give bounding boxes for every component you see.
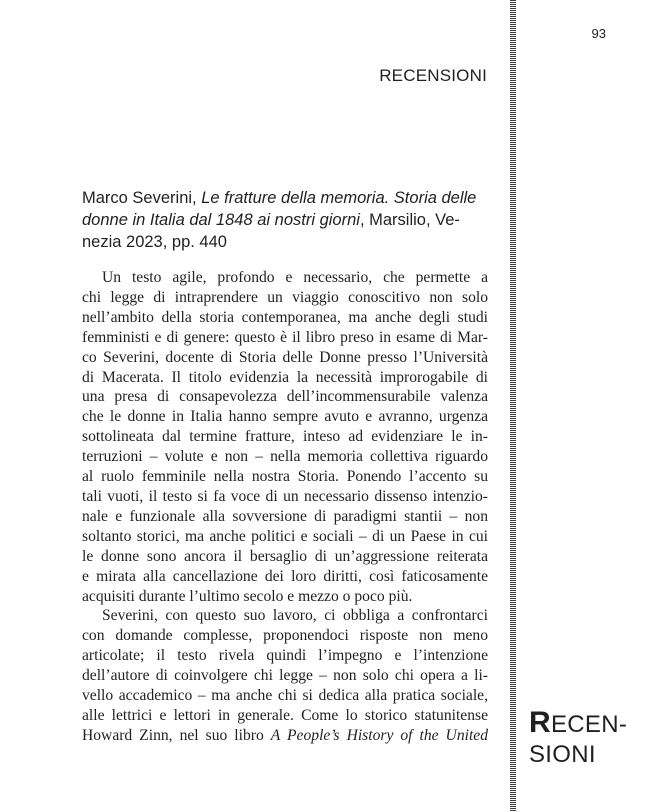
body-line: al ruolo femminile nella nostra Storia. Ponendo l’accento su <box>82 468 488 486</box>
body-line: nale e funzionale alla sovversione di paradigmi stantii – non <box>82 507 488 525</box>
body-line: che le donne in Italia hanno sempre avuto e avranno, urgenza <box>82 408 488 426</box>
body-line: chi legge di intraprendere un viaggio conoscitivo non solo <box>82 288 488 306</box>
body-line: acquisiti durante l’ultimo secolo e mezzo o poco più. <box>82 587 413 605</box>
section-heading: RECENSIONI <box>379 66 487 85</box>
citation-title-part-1: Le fratture della memoria. Storia delle <box>201 189 477 207</box>
side-label-line-1 <box>529 708 627 740</box>
book-title-italic: A People’s History of the United <box>270 726 488 744</box>
body-line: Un testo agile, profondo e necessario, che permette a <box>102 269 488 286</box>
side-label-rest: ECEN- <box>550 711 628 738</box>
body-line-text: Howard Zinn, nel suo libro <box>82 726 271 744</box>
body-line: con domande complesse, proponendoci risposte non meno <box>82 627 488 645</box>
page-number: 93 <box>591 26 606 41</box>
body-line: le donne sono ancora il bersaglio di un’aggressione reiterata <box>82 547 488 565</box>
citation-line-1 <box>82 187 488 209</box>
body-line: nell’ambito della storia contemporanea, ma anche degli studi <box>82 308 488 326</box>
body-line: alle lettrici e lettori in generale. Come lo storico statunitense <box>82 706 488 724</box>
citation-title-part-2: donne in Italia dal 1848 ai nostri giorni <box>82 211 360 229</box>
page-divider <box>510 0 516 812</box>
body-line: terruzioni – volute e non – nella memoria collettiva riguardo <box>82 448 488 466</box>
review-body <box>82 268 488 746</box>
body-line: sottolineata dal termine fratture, inteso ad evidenziare le in- <box>82 428 488 446</box>
citation-line-2 <box>82 209 488 231</box>
side-label-initial: R <box>529 706 551 739</box>
citation-line-3: nezia 2023, pp. 440 <box>82 233 227 251</box>
body-line-last <box>82 726 488 746</box>
body-line: vello accademico – ma anche chi si dedica alla pratica sociale, <box>82 687 488 705</box>
citation-publisher: , Marsilio, Ve- <box>359 211 460 229</box>
body-line: e mirata alla cancellazione dei loro diritti, così faticosamente <box>82 567 488 585</box>
body-line: tali vuoti, il testo si fa voce di un necessario dissenso intenzio- <box>82 487 488 505</box>
book-citation <box>82 187 488 253</box>
side-label-line-2: SIONI <box>529 741 596 768</box>
body-line: femministi e di genere: questo è il libro preso in esame di Mar- <box>82 328 488 346</box>
side-section-label <box>529 708 627 770</box>
body-line: dell’autore di coinvolgere chi legge – non solo chi opera a li- <box>82 667 488 685</box>
body-line: soltanto storici, ma anche politici e sociali – di un Paese in cui <box>82 527 488 545</box>
body-line: di Macerata. Il titolo evidenzia la necessità improrogabile di <box>82 368 488 386</box>
body-line: co Severini, docente di Storia delle Donne presso l’Università <box>82 348 488 366</box>
citation-author: Marco Severini, <box>82 189 202 207</box>
body-line: articolate; il testo rivela quindi l’impegno e l’intenzione <box>82 647 488 665</box>
body-line: una presa di consapevolezza dell’incommensurabile valenza <box>82 388 488 406</box>
body-line: Severini, con questo suo lavoro, ci obbliga a confrontarci <box>102 607 488 625</box>
